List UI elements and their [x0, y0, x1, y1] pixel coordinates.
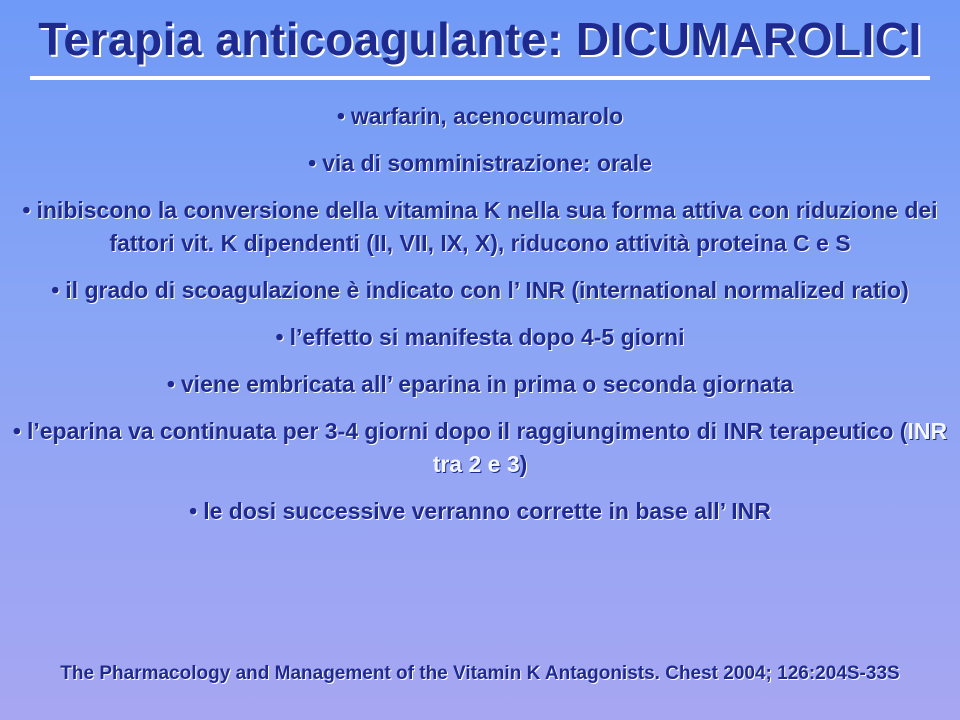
bullet-text: l’effetto si manifesta dopo 4-5 giorni [289, 324, 685, 350]
bullet-text: il grado di scoagulazione è indicato con l’ INR (international normalized ratio) [65, 277, 909, 303]
bullet-item [12, 495, 948, 528]
bullet-text: le dosi successive verranno corrette in base all’ INR [203, 498, 771, 524]
bullet-dot-icon: • [166, 371, 175, 397]
bullet-dot-icon: • [12, 418, 21, 444]
bullet-item [12, 147, 948, 180]
bullet-dot-icon: • [308, 150, 317, 176]
title-underline [30, 76, 930, 80]
slide-title: Terapia anticoagulante: DICUMAROLICI [38, 13, 922, 65]
bullet-text-after: ) [519, 451, 528, 477]
bullet-text-highlight: INR tra 2 e 3 [432, 418, 948, 477]
bullet-dot-icon: • [336, 103, 345, 129]
bullet-text: via di somministrazione: orale [322, 150, 652, 176]
bullet-dot-icon: • [22, 197, 31, 223]
bullet-item [12, 415, 948, 481]
citation: The Pharmacology and Management of the Vitamin K Antagonists. Chest 2004; 126:204S-33S [60, 663, 900, 684]
bullet-dot-icon: • [51, 277, 60, 303]
bullet-item [12, 368, 948, 401]
bullet-text-before: l’eparina va continuata per 3-4 giorni dopo il raggiungimento di INR terapeutico ( [26, 418, 908, 444]
bullet-dot-icon: • [275, 324, 284, 350]
bullet-item [12, 100, 948, 133]
bullet-text: warfarin, acenocumarolo [350, 103, 624, 129]
bullet-dot-icon: • [189, 498, 198, 524]
bullet-list [12, 100, 948, 542]
bullet-item [12, 321, 948, 354]
bullet-item [12, 194, 948, 260]
bullet-text: viene embricata all’ eparina in prima o seconda giornata [180, 371, 794, 397]
bullet-text: inibiscono la conversione della vitamina K nella sua forma attiva con riduzione dei fattori vit. K dipendenti (II, VII, IX, X), riducono attività proteina C e S [36, 197, 938, 256]
bullet-item [12, 274, 948, 307]
